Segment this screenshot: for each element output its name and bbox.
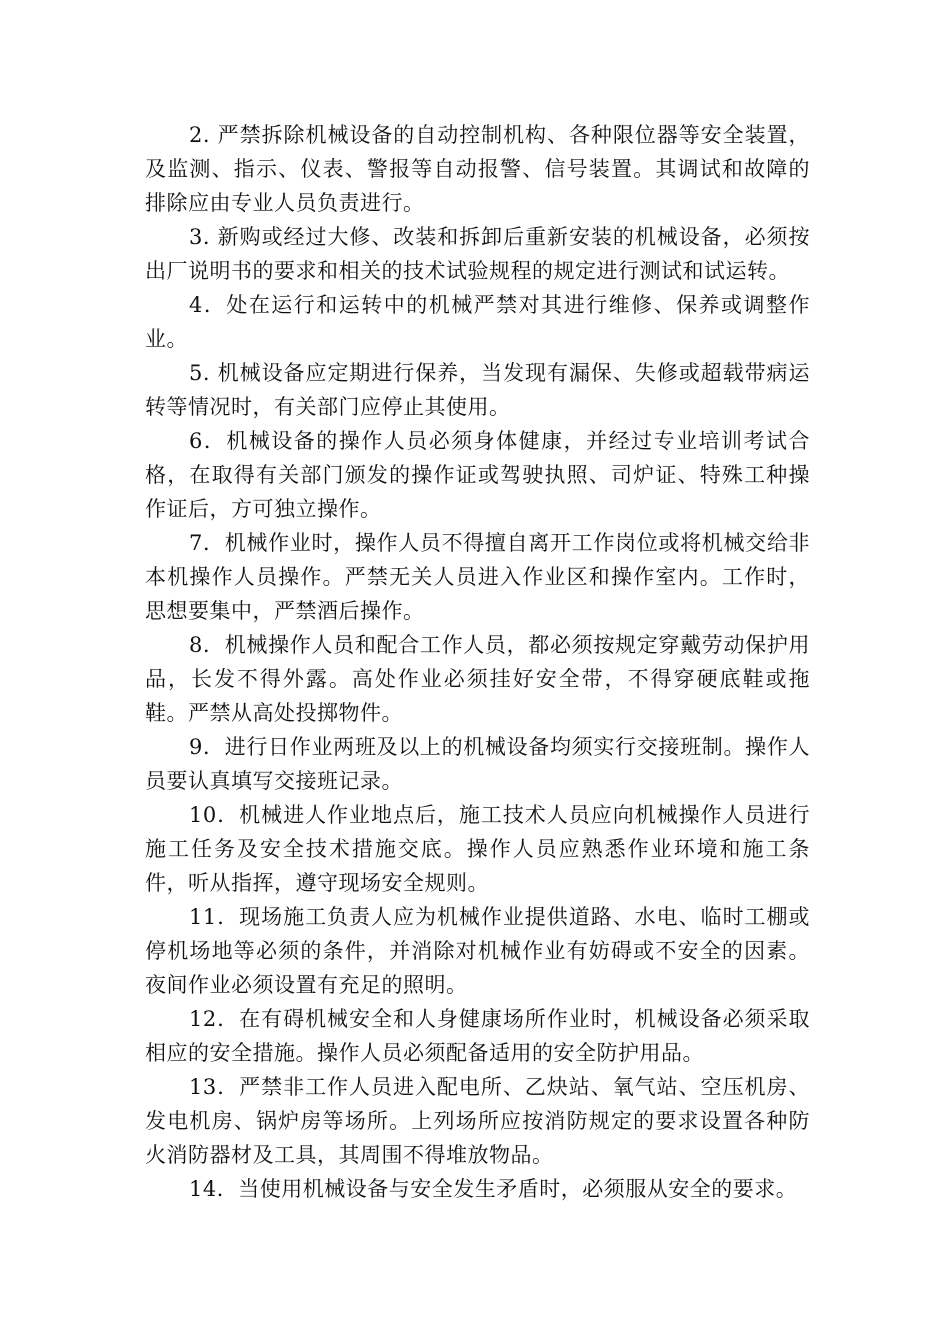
paragraph-item-9: 9．进行日作业两班及以上的机械设备均须实行交接班制。操作人员要认真填写交接班记录。: [145, 735, 810, 793]
paragraph-item-10: 10．机械进人作业地点后，施工技术人员应向机械操作人员进行施工任务及安全技术措施交底。操作人员应熟悉作业环境和施工条件，听从指挥，遵守现场安全规则。: [145, 803, 810, 895]
paragraph-item-12: 12．在有碍机械安全和人身健康场所作业时，机械设备必须采取相应的安全措施。操作人员必须配备适用的安全防护用品。: [145, 1007, 810, 1065]
paragraph-item-5: 5. 机械设备应定期进行保养，当发现有漏保、失修或超载带病运转等情况时，有关部门应停止其使用。: [145, 361, 810, 419]
paragraph-item-14: 14．当使用机械设备与安全发生矛盾时，必须服从安全的要求。: [189, 1177, 798, 1201]
paragraph-item-4: 4．处在运行和运转中的机械严禁对其进行维修、保养或调整作业。: [145, 293, 810, 351]
paragraph-item-7: 7．机械作业时，操作人员不得擅自离开工作岗位或将机械交给非本机操作人员操作。严禁无关人员进入作业区和操作室内。工作时，思想要集中，严禁酒后操作。: [145, 531, 810, 623]
document-body: [145, 118, 810, 1206]
paragraph-item-13: 13．严禁非工作人员进入配电所、乙炔站、氧气站、空压机房、发电机房、锅炉房等场所。上列场所应按消防规定的要求设置各种防火消防器材及工具，其周围不得堆放物品。: [145, 1075, 810, 1167]
paragraph-item-3: 3. 新购或经过大修、改装和拆卸后重新安装的机械设备，必须按出厂说明书的要求和相关的技术试验规程的规定进行测试和试运转。: [145, 225, 810, 283]
paragraph-item-8: 8．机械操作人员和配合工作人员，都必须按规定穿戴劳动保护用品，长发不得外露。高处作业必须挂好安全带，不得穿硬底鞋或拖鞋。严禁从高处投掷物件。: [145, 633, 810, 725]
paragraph-item-2: 2. 严禁拆除机械设备的自动控制机构、各种限位器等安全装置，及监测、指示、仪表、警报等自动报警、信号装置。其调试和故障的排除应由专业人员负责进行。: [145, 123, 810, 215]
paragraph-item-6: 6．机械设备的操作人员必须身体健康，并经过专业培训考试合格，在取得有关部门颁发的操作证或驾驶执照、司炉证、特殊工种操作证后，方可独立操作。: [145, 429, 810, 521]
paragraph-item-11: 11．现场施工负责人应为机械作业提供道路、水电、临时工棚或停机场地等必须的条件，并消除对机械作业有妨碍或不安全的因素。夜间作业必须设置有充足的照明。: [145, 905, 810, 997]
